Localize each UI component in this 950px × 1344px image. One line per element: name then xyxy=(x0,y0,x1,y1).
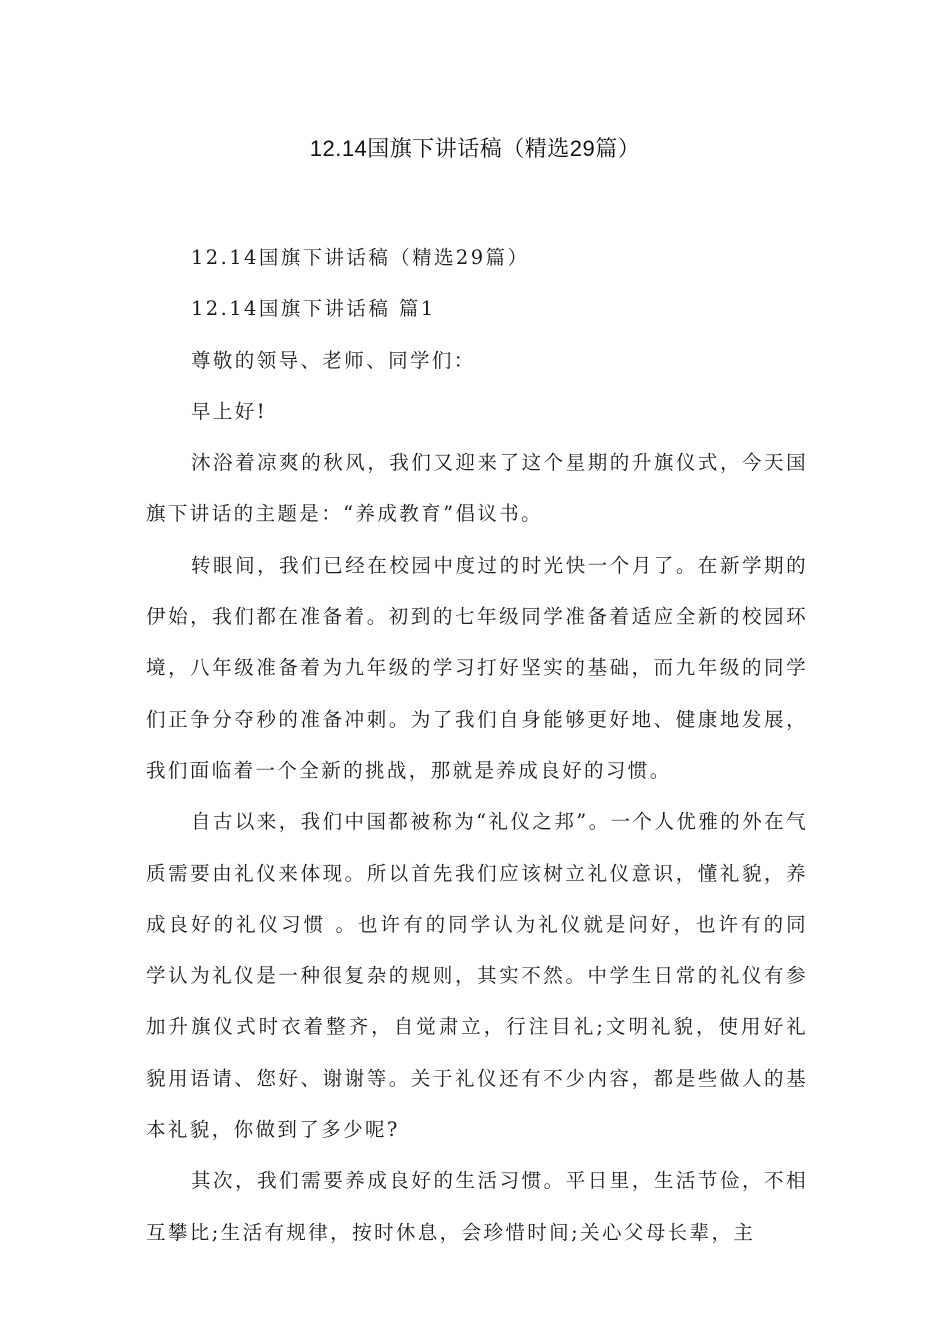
paragraph-greeting: 早上好! xyxy=(191,399,267,423)
paragraph-salutation: 尊敬的领导、老师、同学们： xyxy=(191,348,476,372)
document-title: 12.14国旗下讲话稿（精选29篇） xyxy=(309,136,641,161)
paragraph-section-heading: 12.14国旗下讲话稿 篇1 xyxy=(191,297,436,321)
paragraph: 自古以来，我们中国都被称为“礼仪之邦”。一个人优雅的外在气质需要由礼仪来体现。所以首先我们应该树立礼仪意识，懂礼貌，养成良好的礼仪习惯 。也许有的同学认为礼仪就是问好，也许有的同学认为礼仪是一种很复杂的规则，其实不然。中学生日常的礼仪有参加升旗仪式时衣着整齐，自觉肃立，行注目礼;文明礼貌，使用好礼貌用语请、您好、谢谢等。关于礼仪还有不少内容，都是些做人的基本礼貌，你做到了多少呢? xyxy=(146,810,808,1142)
paragraph-heading: 12.14国旗下讲话稿（精选29篇） xyxy=(191,246,530,269)
document-body xyxy=(146,232,808,1258)
paragraph: 其次，我们需要养成良好的生活习惯。平日里，生活节俭，不相互攀比;生活有规律，按时休息，会珍惜时间;关心父母长辈，主 xyxy=(146,1169,808,1244)
paragraph: 沐浴着凉爽的秋风，我们又迎来了这个星期的升旗仪式，今天国旗下讲话的主题是：“养成教育”倡议书。 xyxy=(146,451,808,526)
paragraph: 转眼间，我们已经在校园中度过的时光快一个月了。在新学期的伊始，我们都在准备着。初到的七年级同学准备着适应全新的校园环境，八年级准备着为九年级的学习打好坚实的基础，而九年级的同学们正争分夺秒的准备冲刺。为了我们自身能够更好地、健康地发展，我们面临着一个全新的挑战，那就是养成良好的习惯。 xyxy=(146,553,808,782)
